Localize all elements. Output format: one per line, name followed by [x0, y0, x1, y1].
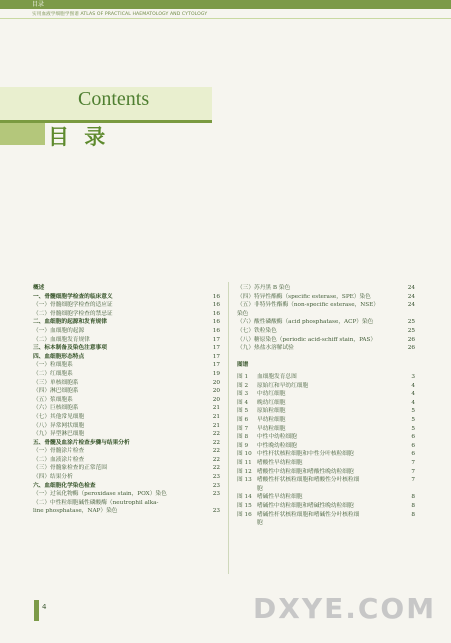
- toc-entry-title: 一、骨髓细胞学检查的临床意义: [33, 293, 113, 300]
- toc-entry-title: （一）血细胞的起源: [33, 327, 85, 334]
- toc-entry-title: （二）骨髓细胞学检查的禁忌证: [33, 310, 113, 317]
- toc-entry-title: （一）粒细胞系: [33, 362, 73, 369]
- toc-entry-title: （二）血细胞发育规律: [33, 336, 90, 343]
- toc-entry: [33, 336, 220, 345]
- toc-entry-page: 20: [212, 379, 220, 386]
- figure-number: 图 9: [237, 442, 249, 449]
- figure-entry: [237, 373, 415, 382]
- toc-entry: [237, 344, 415, 353]
- figure-page: 5: [411, 425, 415, 432]
- toc-entry-title: line phosphatase，NAP）染色: [33, 508, 118, 515]
- figure-entry: [237, 433, 415, 442]
- toc-entry: [33, 396, 220, 405]
- toc-entry-title: （四）特异性酯酶（specific esterase，SPE）染色: [237, 293, 371, 300]
- toc-entry: [237, 284, 415, 293]
- figure-entry: [237, 502, 415, 511]
- figure-title: 嗜碱性中幼粒细胞和嗜碱性晚幼粒细胞: [257, 502, 354, 509]
- toc-entry: [33, 507, 220, 516]
- toc-entry-title: （四）淋巴细胞系: [33, 388, 79, 395]
- figure-page: 8: [411, 502, 415, 509]
- toc-entry: [237, 301, 415, 310]
- figure-entry: [237, 450, 415, 459]
- toc-entry-title: 二、血细胞的起源和发育规律: [33, 319, 107, 326]
- figure-entry: [237, 459, 415, 468]
- figure-page: 6: [411, 434, 415, 441]
- toc-entry-title: （三）单核细胞系: [33, 379, 79, 386]
- figure-entry: [237, 493, 415, 502]
- figure-entry: [237, 416, 415, 425]
- toc-entry: [237, 327, 415, 336]
- watermark: DXYE.COM: [253, 592, 437, 625]
- toc-entry-page: 22: [212, 439, 220, 446]
- toc-entry-page: 21: [212, 422, 220, 429]
- toc-entry-page: 21: [212, 405, 220, 412]
- toc-entry-title: （二）血液涂片检查: [33, 456, 85, 463]
- toc-entry-page: 21: [212, 413, 220, 420]
- figure-title: 胞: [257, 520, 263, 527]
- toc-entry-page: 24: [407, 285, 415, 291]
- header-rule: [0, 18, 451, 19]
- figure-page: 3: [411, 374, 415, 380]
- toc-entry-page: 22: [212, 465, 220, 472]
- toc-entry: [33, 293, 220, 302]
- toc-entry: [237, 353, 415, 362]
- figure-title: 嗜碱性早幼粒细胞: [257, 494, 303, 501]
- toc-entry-page: 16: [212, 293, 220, 300]
- figure-title: 胞: [257, 485, 263, 492]
- toc-entry-title: （九）热盐水溶解试验: [237, 345, 294, 352]
- toc-entry: [33, 301, 220, 310]
- figure-page: 5: [411, 416, 415, 423]
- toc-entry-page: 26: [407, 345, 415, 352]
- figure-title: 嗜酸性早幼粒细胞: [257, 459, 303, 466]
- figure-entry: [237, 407, 415, 416]
- toc-entry: [33, 439, 220, 448]
- figure-entry: [237, 511, 415, 520]
- toc-entry-title: （八）糖原染色（periodic acid-schiff stain，PAS）: [237, 336, 377, 343]
- figure-number: 图 6: [237, 416, 249, 423]
- toc-entry-title: （七）其他常见细胞: [33, 413, 85, 420]
- figure-page: 4: [411, 382, 415, 389]
- toc-entry: [33, 387, 220, 396]
- column-divider: [228, 282, 229, 574]
- figure-number: 图 7: [237, 425, 249, 432]
- toc-entry: [33, 430, 220, 439]
- toc-entry: [237, 361, 415, 370]
- toc-entry-title: （九）异型淋巴细胞: [33, 431, 85, 438]
- figure-number: 图 8: [237, 434, 249, 441]
- contents-title: Contents: [78, 88, 150, 110]
- figure-title: 原始粒细胞: [257, 408, 286, 415]
- figure-list: [237, 373, 415, 528]
- toc-entry: [33, 327, 220, 336]
- toc-entry-page: 22: [212, 456, 220, 463]
- figure-title: 早幼粒细胞: [257, 416, 286, 423]
- toc-entry: [237, 336, 415, 345]
- figure-entry: [237, 476, 415, 485]
- toc-entry-title: 染色: [237, 310, 249, 317]
- toc-entry: [237, 310, 415, 319]
- figure-title: 中性中幼粒细胞: [257, 434, 297, 441]
- toc-entry-page: 20: [212, 388, 220, 395]
- toc-left-column: [33, 284, 220, 516]
- figure-entry: [237, 442, 415, 451]
- toc-entry-title: （一）骨髓细胞学检查的适应证: [33, 302, 113, 309]
- toc-right-column: [237, 284, 415, 370]
- toc-entry: [33, 464, 220, 473]
- figure-entry: [237, 468, 415, 477]
- figure-page: 6: [411, 442, 415, 449]
- figure-number: 图 15: [237, 502, 252, 509]
- figure-number: 图 13: [237, 477, 252, 484]
- toc-entry-page: 16: [212, 319, 220, 326]
- figure-number: 图 2: [237, 382, 249, 389]
- toc-entry-page: 23: [212, 508, 220, 515]
- series-title: 实用血液学细胞学图谱 ATLAS OF PRACTICAL HAEMATOLOGY AND CYTOLOGY: [32, 12, 208, 17]
- figure-entry: [237, 425, 415, 434]
- toc-entry-page: 19: [212, 370, 220, 377]
- figure-number: 图 5: [237, 408, 249, 415]
- toc-entry-title: 五、骨髓及血涂片检查步骤与结果分析: [33, 439, 130, 446]
- figure-title: 原始红和早幼红细胞: [257, 382, 309, 389]
- toc-entry-title: 六、血细胞化学染色检查: [33, 482, 96, 489]
- toc-entry-title: （三）苏丹黑 B 染色: [237, 285, 291, 291]
- page-marker: [34, 600, 39, 621]
- toc-entry-title: （一）过氧化物酶（peroxidase stain，POX）染色: [33, 491, 167, 498]
- toc-entry: [33, 379, 220, 388]
- header-tag: 目录: [32, 1, 45, 8]
- toc-entry-title: （四）结果分析: [33, 474, 73, 481]
- figure-title: 血细胞发育总图: [257, 374, 297, 380]
- toc-entry-title: （八）异常网状细胞: [33, 422, 85, 429]
- figure-number: 图 12: [237, 468, 252, 475]
- toc-entry: [33, 284, 220, 293]
- toc-entry-page: 23: [212, 491, 220, 498]
- toc-entry: [33, 318, 220, 327]
- toc-entry: [33, 490, 220, 499]
- figure-page: 4: [411, 399, 415, 406]
- toc-entry: [33, 344, 220, 353]
- figure-page: 8: [411, 494, 415, 501]
- toc-entry-title: 图谱: [237, 362, 249, 369]
- toc-entry: [33, 404, 220, 413]
- toc-entry-title: （三）骨髓象检查的正常范围: [33, 465, 107, 472]
- toc-entry-title: （二）红细胞系: [33, 370, 73, 377]
- toc-entry-page: 17: [212, 362, 220, 369]
- figure-number: 图 3: [237, 391, 249, 398]
- toc-entry: [33, 361, 220, 370]
- figure-entry: [237, 519, 415, 528]
- figure-number: 图 16: [237, 511, 252, 518]
- toc-entry-title: （五）浆细胞系: [33, 396, 73, 403]
- figure-title: 晚幼红细胞: [257, 399, 286, 406]
- figure-title: 中幼红细胞: [257, 391, 286, 398]
- toc-entry: [33, 447, 220, 456]
- toc-entry: [33, 413, 220, 422]
- toc-entry-page: 22: [212, 448, 220, 455]
- toc-entry-title: （二）中性粒细胞碱性磷酸酶（neutrophil alka-: [33, 499, 159, 506]
- toc-entry-page: 17: [212, 345, 220, 352]
- figure-number: 图 11: [237, 459, 252, 466]
- figure-page: 5: [411, 408, 415, 415]
- toc-entry-page: 16: [212, 327, 220, 334]
- figure-number: 图 4: [237, 399, 249, 406]
- toc-entry-page: 20: [212, 396, 220, 403]
- toc-entry-page: 24: [407, 302, 415, 309]
- toc-entry-title: （一）骨髓涂片检查: [33, 448, 85, 455]
- toc-entry-title: 三、标本制备及染色注意事项: [33, 345, 107, 352]
- figure-title: 嗜酸性中幼粒细胞和嗜酸性晚幼粒细胞: [257, 468, 354, 475]
- toc-entry-page: 25: [407, 327, 415, 334]
- toc-entry-title: （六）巨核细胞系: [33, 405, 79, 412]
- page-title: 目 录: [48, 125, 110, 149]
- toc-entry-page: 17: [212, 336, 220, 343]
- top-color-bar: [0, 0, 451, 9]
- toc-entry: [33, 456, 220, 465]
- toc-entry: [33, 370, 220, 379]
- toc-entry-page: 26: [407, 336, 415, 343]
- toc-entry: [237, 318, 415, 327]
- figure-page: 6: [411, 451, 415, 458]
- page-number: 4: [42, 603, 47, 611]
- figure-number: 图 1: [237, 374, 249, 380]
- toc-entry: [33, 482, 220, 491]
- toc-entry-title: （七）铁粒染色: [237, 327, 277, 334]
- toc-entry-title: 四、血细胞形态特点: [33, 353, 85, 360]
- figure-title: 嗜碱性杆状核粒细胞和嗜碱性分叶核粒细: [257, 511, 360, 518]
- figure-page: 4: [411, 391, 415, 398]
- toc-entry-page: 17: [212, 353, 220, 360]
- toc-entry-page: 24: [407, 293, 415, 300]
- toc-entry: [33, 499, 220, 508]
- figure-entry: [237, 485, 415, 494]
- toc-entry-page: 16: [212, 302, 220, 309]
- toc-entry-title: （六）酸性磷酸酶（acid phosphatase，ACP）染色: [237, 319, 374, 326]
- toc-entry: [33, 353, 220, 362]
- figure-title: 中性晚幼粒细胞: [257, 442, 297, 449]
- title-tab: [0, 123, 45, 145]
- toc-entry: [33, 422, 220, 431]
- figure-number: 图 10: [237, 451, 252, 458]
- figure-number: 图 14: [237, 494, 252, 501]
- figure-page: 8: [411, 511, 415, 518]
- figure-entry: [237, 382, 415, 391]
- toc-entry-page: 25: [407, 319, 415, 326]
- toc-entry-page: 23: [212, 474, 220, 481]
- toc-entry: [237, 293, 415, 302]
- figure-title: 嗜酸性杆状核粒细胞和嗜酸性分叶核粒细: [257, 477, 360, 484]
- toc-entry-title: （五）非特异性酯酶（non-specific esterase，NSE）: [237, 302, 379, 309]
- toc-entry-page: 23: [212, 482, 220, 489]
- figure-page: 7: [411, 468, 415, 475]
- figure-entry: [237, 399, 415, 408]
- figure-title: 早幼粒细胞: [257, 425, 286, 432]
- figure-page: 7: [411, 477, 415, 484]
- figure-page: 7: [411, 459, 415, 466]
- toc-entry: [33, 473, 220, 482]
- toc-entry-title: 概述: [33, 285, 45, 291]
- toc-entry: [33, 310, 220, 319]
- figure-title: 中性杆状核粒细胞和中性分叶核粒细胞: [257, 451, 354, 458]
- toc-entry-page: 22: [212, 431, 220, 438]
- figure-entry: [237, 390, 415, 399]
- toc-entry-page: 16: [212, 310, 220, 317]
